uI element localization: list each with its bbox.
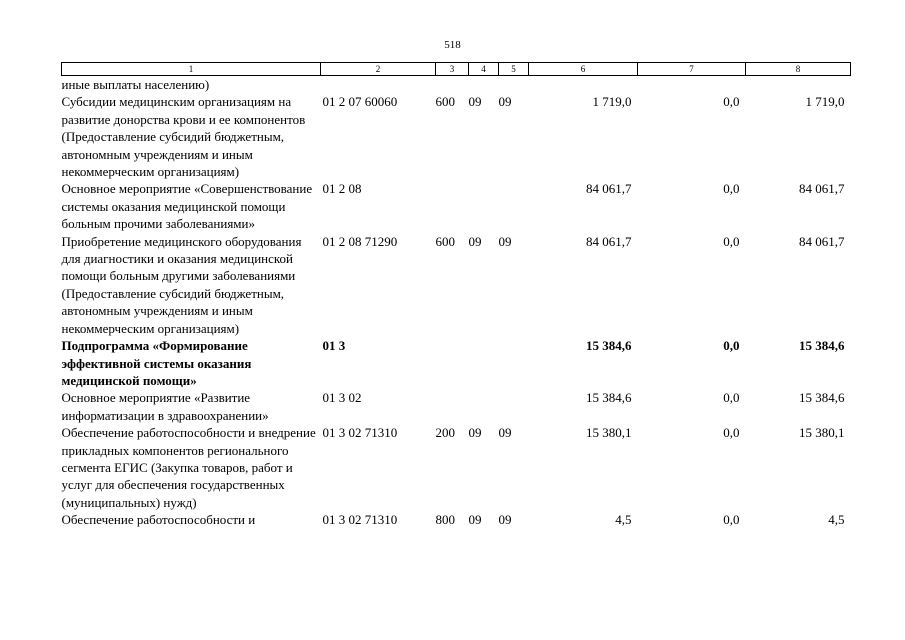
row-name-cell: Подпрограмма «Формирование эффективной системы оказания медицинской помощи» xyxy=(61,338,252,388)
amount-col7-cell: 0,0 xyxy=(723,233,740,249)
section-cell: 09 xyxy=(468,512,482,528)
subsection-cell: 09 xyxy=(498,512,512,528)
expense-type-cell: 600 xyxy=(435,94,455,110)
section-cell: 09 xyxy=(468,425,482,441)
amount-col7-cell: 0,0 xyxy=(723,94,740,110)
amount-col6-cell: 15 384,6 xyxy=(586,390,632,406)
amount-col7-cell: 0,0 xyxy=(723,181,740,197)
table-row xyxy=(62,76,851,94)
table-row xyxy=(62,511,851,528)
subsection-cell xyxy=(499,337,529,389)
column-header-5: 5 xyxy=(499,63,529,76)
amount-col7-cell: 0,0 xyxy=(723,390,740,406)
expense-type-cell xyxy=(436,389,469,424)
section-cell: 09 xyxy=(468,233,482,249)
column-header-8: 8 xyxy=(746,63,851,76)
amount-col6-cell xyxy=(529,76,638,94)
target-code-cell: 01 2 07 60060 xyxy=(322,94,398,110)
subsection-cell xyxy=(499,76,529,94)
row-name-cell: Основное мероприятие «Совершенствование системы оказания медицинской помощи больным прочими заболеваниями» xyxy=(61,181,313,232)
amount-col8-cell: 84 061,7 xyxy=(799,181,845,197)
amount-col7-cell xyxy=(638,76,746,94)
column-header-4: 4 xyxy=(469,63,499,76)
expense-type-cell: 800 xyxy=(435,512,455,528)
budget-table xyxy=(61,62,851,529)
target-code-cell: 01 3 02 xyxy=(322,390,362,406)
column-header-6: 6 xyxy=(529,63,638,76)
row-name-cell: Обеспечение работоспособности и xyxy=(61,512,256,528)
row-name-cell: Обеспечение работоспособности и внедрение прикладных компонентов регионального сегмента ЕГИС (Закупка товаров, работ и услуг для обеспечения государственных (муниципальных) нужд) xyxy=(61,425,316,510)
section-cell xyxy=(469,337,499,389)
expense-type-cell xyxy=(436,76,469,94)
expense-type-cell: 200 xyxy=(435,425,455,441)
table-row xyxy=(62,93,851,180)
section-cell: 09 xyxy=(468,94,482,110)
table-body xyxy=(62,76,851,529)
table-row xyxy=(62,337,851,389)
expense-type-cell xyxy=(436,337,469,389)
amount-col6-cell: 84 061,7 xyxy=(586,233,632,249)
row-name-cell: иные выплаты населению) xyxy=(61,77,210,92)
column-header-3: 3 xyxy=(436,63,469,76)
amount-col8-cell xyxy=(746,76,851,94)
amount-col8-cell: 1 719,0 xyxy=(805,94,845,110)
row-name-cell: Субсидии медицинским организациям на развитие донорства крови и ее компонентов (Предоставление субсидий бюджетным, автономным учреждениям и иным некоммерческим организациям) xyxy=(61,94,306,180)
amount-col6-cell: 1 719,0 xyxy=(592,94,632,110)
target-code-cell: 01 3 02 71310 xyxy=(322,425,398,441)
column-header-7: 7 xyxy=(638,63,746,76)
subsection-cell xyxy=(499,180,529,232)
section-cell xyxy=(469,180,499,232)
amount-col8-cell: 15 384,6 xyxy=(799,390,845,406)
target-code-cell xyxy=(321,76,436,94)
amount-col8-cell: 15 384,6 xyxy=(799,338,845,354)
row-name-cell: Основное мероприятие «Развитие информатизации в здравоохранении» xyxy=(61,390,269,423)
amount-col6-cell: 4,5 xyxy=(615,512,632,528)
amount-col6-cell: 15 380,1 xyxy=(586,425,632,441)
column-header-1: 1 xyxy=(62,63,321,76)
expense-type-cell xyxy=(436,180,469,232)
table-row xyxy=(62,424,851,511)
table-row xyxy=(62,233,851,337)
table-row xyxy=(62,180,851,232)
target-code-cell: 01 3 xyxy=(322,338,346,354)
target-code-cell: 01 3 02 71310 xyxy=(322,512,398,528)
page-number: 518 xyxy=(444,39,461,51)
amount-col8-cell: 4,5 xyxy=(828,512,845,528)
amount-col7-cell: 0,0 xyxy=(723,512,740,528)
table-row xyxy=(62,389,851,424)
section-cell xyxy=(469,76,499,94)
amount-col8-cell: 84 061,7 xyxy=(799,233,845,249)
expense-type-cell: 600 xyxy=(435,233,455,249)
subsection-cell: 09 xyxy=(498,94,512,110)
amount-col7-cell: 0,0 xyxy=(723,425,740,441)
amount-col6-cell: 84 061,7 xyxy=(586,181,632,197)
subsection-cell xyxy=(499,389,529,424)
subsection-cell: 09 xyxy=(498,425,512,441)
amount-col7-cell: 0,0 xyxy=(723,338,740,354)
column-header-2: 2 xyxy=(321,63,436,76)
row-name-cell: Приобретение медицинского оборудования для диагностики и оказания медицинской помощи больным другими заболеваниями (Предоставление субсидий бюджетным, автономным учреждениям и иным некоммерческим организациям) xyxy=(61,233,302,336)
amount-col6-cell: 15 384,6 xyxy=(586,338,632,354)
subsection-cell: 09 xyxy=(498,233,512,249)
target-code-cell: 01 2 08 xyxy=(322,181,362,197)
section-cell xyxy=(469,389,499,424)
column-number-header-row xyxy=(62,63,851,76)
amount-col8-cell: 15 380,1 xyxy=(799,425,845,441)
target-code-cell: 01 2 08 71290 xyxy=(322,233,398,249)
